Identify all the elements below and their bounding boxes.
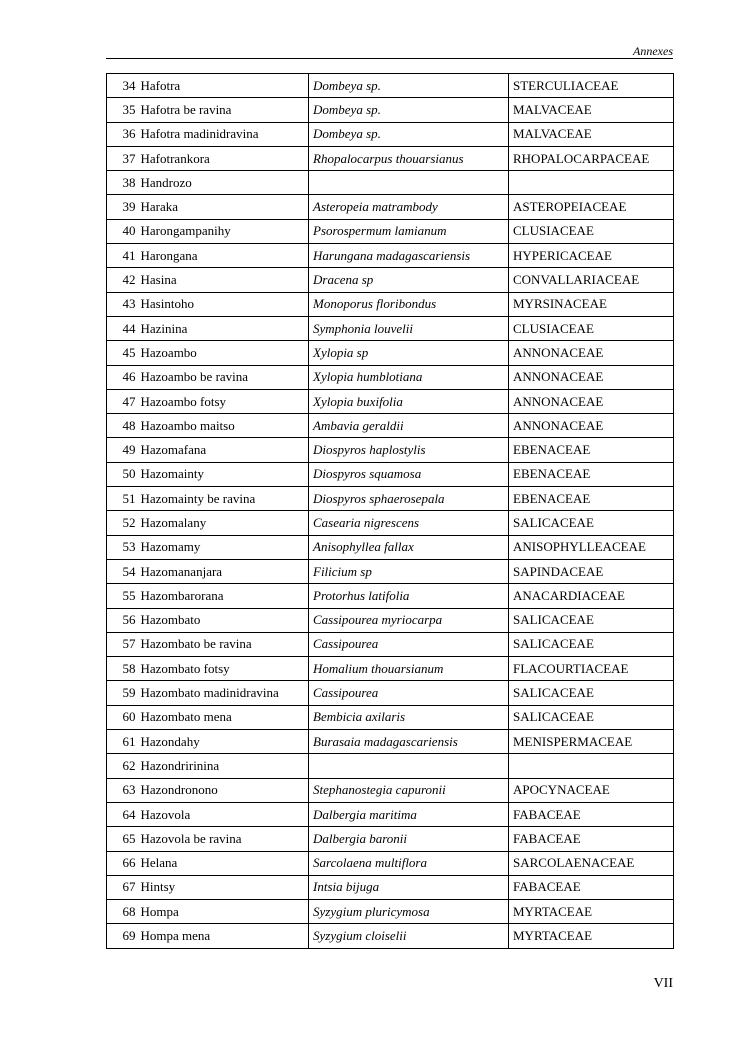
family-name: MYRTACEAE (509, 924, 674, 948)
table-row (107, 462, 674, 486)
family-name: SARCOLAENACEAE (509, 851, 674, 875)
family-name: MENISPERMACEAE (509, 730, 674, 754)
vernacular-name: Hazomamy (139, 535, 309, 559)
scientific-name: Asteropeia matrambody (309, 195, 509, 219)
table-row (107, 730, 674, 754)
scientific-name: Dracena sp (309, 268, 509, 292)
vernacular-name: Hazoambo maitso (139, 414, 309, 438)
row-number: 62 (107, 754, 139, 778)
scientific-name: Anisophyllea fallax (309, 535, 509, 559)
table-row (107, 122, 674, 146)
scientific-name: Syzygium cloiselii (309, 924, 509, 948)
scientific-name: Diospyros squamosa (309, 462, 509, 486)
family-name: SALICACEAE (509, 511, 674, 535)
family-name: ANNONACEAE (509, 365, 674, 389)
scientific-name: Protorhus latifolia (309, 584, 509, 608)
vernacular-name: Hazondririnina (139, 754, 309, 778)
table-row (107, 389, 674, 413)
table-row (107, 74, 674, 98)
scientific-name: Intsia bijuga (309, 875, 509, 899)
table-row (107, 292, 674, 316)
scientific-name: Psorospermum lamianum (309, 219, 509, 243)
row-number: 55 (107, 584, 139, 608)
family-name: EBENACEAE (509, 487, 674, 511)
table-row (107, 584, 674, 608)
row-number: 58 (107, 657, 139, 681)
row-number: 35 (107, 98, 139, 122)
scientific-name: Xylopia humblotiana (309, 365, 509, 389)
family-name: APOCYNACEAE (509, 778, 674, 802)
vernacular-name: Hazoambo fotsy (139, 389, 309, 413)
scientific-name: Syzygium pluricymosa (309, 900, 509, 924)
table-row (107, 705, 674, 729)
vernacular-name: Handrozo (139, 171, 309, 195)
family-name: SALICACEAE (509, 705, 674, 729)
vernacular-name: Harongampanihy (139, 219, 309, 243)
row-number: 37 (107, 146, 139, 170)
vernacular-name: Hafotrankora (139, 146, 309, 170)
table-row (107, 146, 674, 170)
vernacular-name: Hazomananjara (139, 559, 309, 583)
vernacular-name: Hazomainty (139, 462, 309, 486)
table-row (107, 608, 674, 632)
row-number: 34 (107, 74, 139, 98)
row-number: 57 (107, 632, 139, 656)
family-name: SALICACEAE (509, 632, 674, 656)
scientific-name: Filicium sp (309, 559, 509, 583)
family-name: ANACARDIACEAE (509, 584, 674, 608)
species-table-body (107, 74, 674, 949)
row-number: 39 (107, 195, 139, 219)
scientific-name: Dombeya sp. (309, 98, 509, 122)
row-number: 68 (107, 900, 139, 924)
family-name: HYPERICACEAE (509, 244, 674, 268)
row-number: 66 (107, 851, 139, 875)
family-name (509, 171, 674, 195)
table-row (107, 511, 674, 535)
vernacular-name: Hazondahy (139, 730, 309, 754)
header-rule (106, 58, 673, 59)
row-number: 52 (107, 511, 139, 535)
table-row (107, 778, 674, 802)
scientific-name: Monoporus floribondus (309, 292, 509, 316)
table-row (107, 827, 674, 851)
scientific-name: Dombeya sp. (309, 74, 509, 98)
table-row (107, 900, 674, 924)
family-name: CONVALLARIACEAE (509, 268, 674, 292)
table-row (107, 171, 674, 195)
family-name: FABACEAE (509, 802, 674, 826)
family-name: ANISOPHYLLEACEAE (509, 535, 674, 559)
family-name: ANNONACEAE (509, 389, 674, 413)
family-name: RHOPALOCARPACEAE (509, 146, 674, 170)
table-row (107, 438, 674, 462)
row-number: 38 (107, 171, 139, 195)
vernacular-name: Hazombato fotsy (139, 657, 309, 681)
family-name: MYRTACEAE (509, 900, 674, 924)
scientific-name: Sarcolaena multiflora (309, 851, 509, 875)
scientific-name (309, 754, 509, 778)
species-table (106, 73, 674, 949)
vernacular-name: Hazombato be ravina (139, 632, 309, 656)
family-name: FABACEAE (509, 875, 674, 899)
row-number: 50 (107, 462, 139, 486)
family-name: MALVACEAE (509, 122, 674, 146)
table-row (107, 802, 674, 826)
table-row (107, 268, 674, 292)
scientific-name: Diospyros haplostylis (309, 438, 509, 462)
family-name: SALICACEAE (509, 681, 674, 705)
vernacular-name: Hazoambo be ravina (139, 365, 309, 389)
scientific-name: Burasaia madagascariensis (309, 730, 509, 754)
row-number: 49 (107, 438, 139, 462)
row-number: 45 (107, 341, 139, 365)
family-name (509, 754, 674, 778)
page-number: VII (653, 976, 673, 991)
table-row (107, 875, 674, 899)
table-row (107, 365, 674, 389)
vernacular-name: Hompa (139, 900, 309, 924)
row-number: 54 (107, 559, 139, 583)
scientific-name: Rhopalocarpus thouarsianus (309, 146, 509, 170)
family-name: SALICACEAE (509, 608, 674, 632)
scientific-name: Ambavia geraldii (309, 414, 509, 438)
row-number: 69 (107, 924, 139, 948)
vernacular-name: Hazomainty be ravina (139, 487, 309, 511)
scientific-name (309, 171, 509, 195)
scientific-name: Casearia nigrescens (309, 511, 509, 535)
family-name: CLUSIACEAE (509, 219, 674, 243)
family-name: FABACEAE (509, 827, 674, 851)
vernacular-name: Hazoambo (139, 341, 309, 365)
table-row (107, 98, 674, 122)
vernacular-name: Haraka (139, 195, 309, 219)
vernacular-name: Hazombato mena (139, 705, 309, 729)
family-name: FLACOURTIACEAE (509, 657, 674, 681)
scientific-name: Harungana madagascariensis (309, 244, 509, 268)
row-number: 64 (107, 802, 139, 826)
row-number: 48 (107, 414, 139, 438)
vernacular-name: Hafotra be ravina (139, 98, 309, 122)
scientific-name: Dalbergia baronii (309, 827, 509, 851)
scientific-name: Dalbergia maritima (309, 802, 509, 826)
row-number: 44 (107, 316, 139, 340)
scientific-name: Dombeya sp. (309, 122, 509, 146)
family-name: EBENACEAE (509, 438, 674, 462)
row-number: 51 (107, 487, 139, 511)
family-name: MALVACEAE (509, 98, 674, 122)
vernacular-name: Hafotra (139, 74, 309, 98)
scientific-name: Cassipourea myriocarpa (309, 608, 509, 632)
scientific-name: Bembicia axilaris (309, 705, 509, 729)
row-number: 60 (107, 705, 139, 729)
scientific-name: Symphonia louvelii (309, 316, 509, 340)
table-row (107, 632, 674, 656)
vernacular-name: Hazomafana (139, 438, 309, 462)
row-number: 61 (107, 730, 139, 754)
row-number: 42 (107, 268, 139, 292)
family-name: STERCULIACEAE (509, 74, 674, 98)
table-row (107, 559, 674, 583)
row-number: 47 (107, 389, 139, 413)
family-name: EBENACEAE (509, 462, 674, 486)
scientific-name: Xylopia sp (309, 341, 509, 365)
scientific-name: Diospyros sphaerosepala (309, 487, 509, 511)
table-row (107, 681, 674, 705)
scientific-name: Cassipourea (309, 632, 509, 656)
vernacular-name: Hazinina (139, 316, 309, 340)
family-name: ANNONACEAE (509, 414, 674, 438)
row-number: 53 (107, 535, 139, 559)
family-name: SAPINDACEAE (509, 559, 674, 583)
table-row (107, 851, 674, 875)
vernacular-name: Hazombato madinidravina (139, 681, 309, 705)
running-header: Annexes (633, 44, 673, 58)
vernacular-name: Hasintoho (139, 292, 309, 316)
vernacular-name: Harongana (139, 244, 309, 268)
vernacular-name: Hazovola be ravina (139, 827, 309, 851)
vernacular-name: Hazombato (139, 608, 309, 632)
table-row (107, 657, 674, 681)
table-row (107, 195, 674, 219)
scientific-name: Xylopia buxifolia (309, 389, 509, 413)
vernacular-name: Hazombarorana (139, 584, 309, 608)
scientific-name: Cassipourea (309, 681, 509, 705)
family-name: ASTEROPEIACEAE (509, 195, 674, 219)
table-row (107, 244, 674, 268)
row-number: 40 (107, 219, 139, 243)
vernacular-name: Helana (139, 851, 309, 875)
row-number: 46 (107, 365, 139, 389)
scientific-name: Stephanostegia capuronii (309, 778, 509, 802)
vernacular-name: Hazomalany (139, 511, 309, 535)
vernacular-name: Hasina (139, 268, 309, 292)
row-number: 59 (107, 681, 139, 705)
table-row (107, 754, 674, 778)
table-row (107, 316, 674, 340)
row-number: 63 (107, 778, 139, 802)
row-number: 67 (107, 875, 139, 899)
table-row (107, 487, 674, 511)
vernacular-name: Hazondronono (139, 778, 309, 802)
vernacular-name: Hafotra madinidravina (139, 122, 309, 146)
table-row (107, 414, 674, 438)
family-name: MYRSINACEAE (509, 292, 674, 316)
family-name: ANNONACEAE (509, 341, 674, 365)
row-number: 41 (107, 244, 139, 268)
table-row (107, 341, 674, 365)
row-number: 56 (107, 608, 139, 632)
scientific-name: Homalium thouarsianum (309, 657, 509, 681)
table-row (107, 535, 674, 559)
row-number: 36 (107, 122, 139, 146)
row-number: 43 (107, 292, 139, 316)
table-row (107, 219, 674, 243)
vernacular-name: Hintsy (139, 875, 309, 899)
table-row (107, 924, 674, 948)
vernacular-name: Hazovola (139, 802, 309, 826)
row-number: 65 (107, 827, 139, 851)
vernacular-name: Hompa mena (139, 924, 309, 948)
family-name: CLUSIACEAE (509, 316, 674, 340)
